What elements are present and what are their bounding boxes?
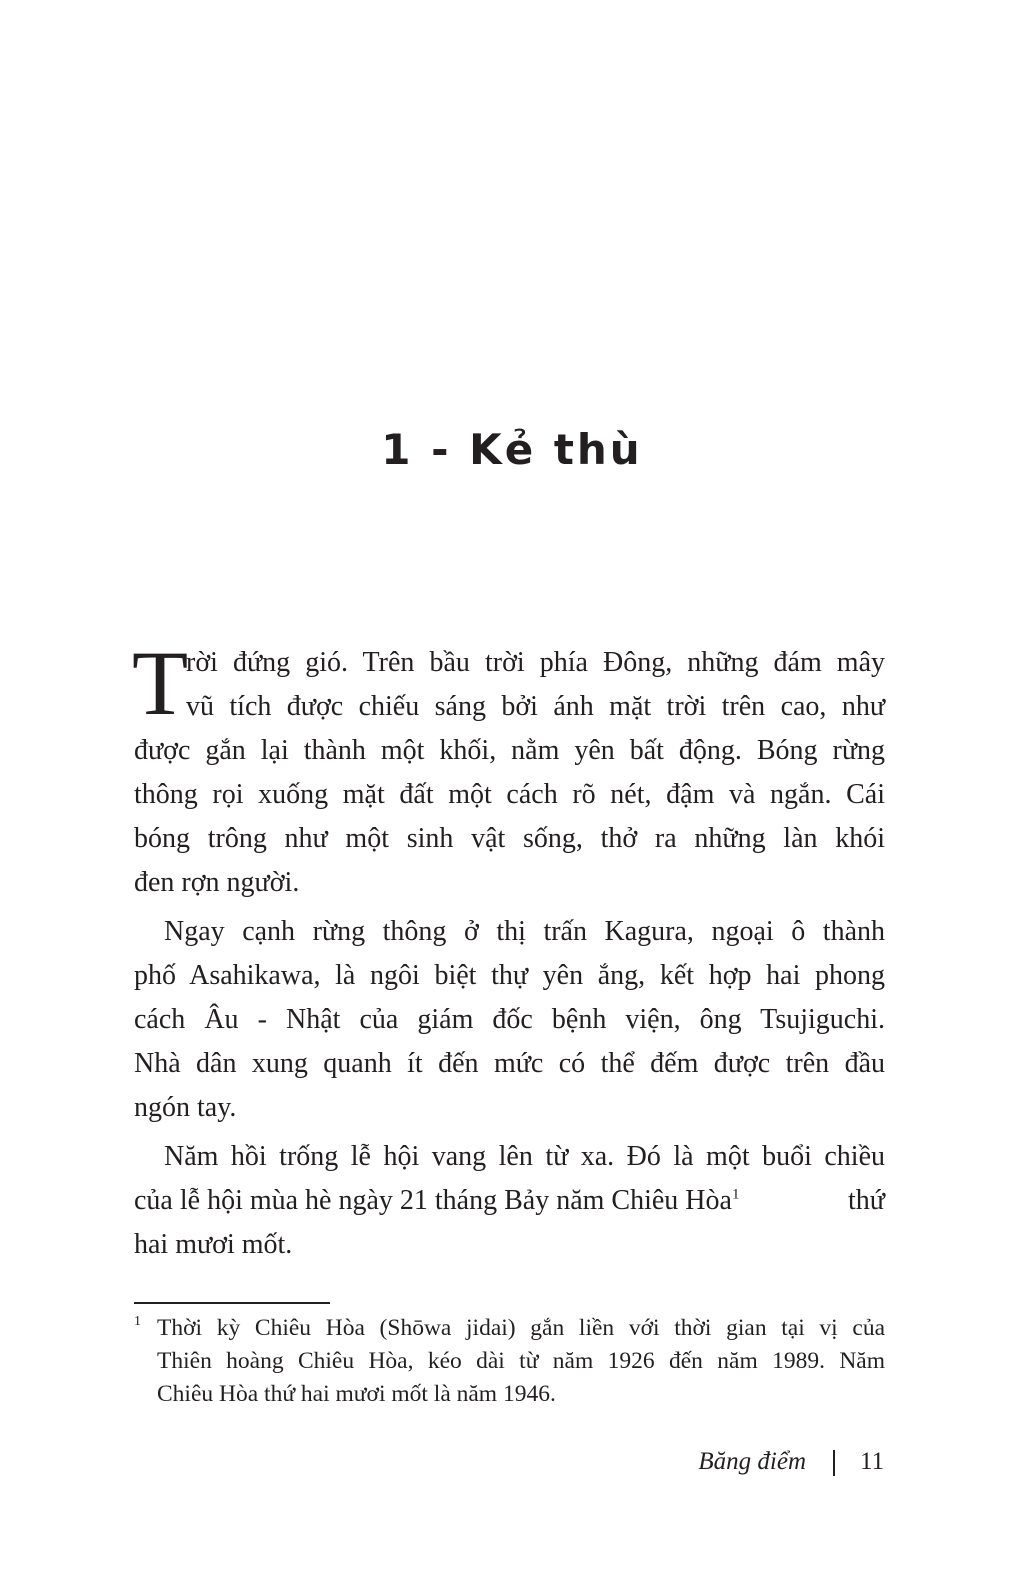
text-line bbox=[134, 1179, 885, 1223]
text-line: Năm hồi trống lễ hội vang lên từ xa. Đó là một buổi chiều bbox=[164, 1141, 885, 1172]
text-line: hai mươi mốt. bbox=[134, 1229, 293, 1260]
footnote-line: Thiên hoàng Chiêu Hòa, kéo dài từ năm 1926 đến năm 1989. Năm bbox=[157, 1348, 885, 1374]
text-line: vũ tích được chiếu sáng bởi ánh mặt trời trên cao, như bbox=[186, 691, 885, 722]
text-line: đen rợn người. bbox=[134, 867, 300, 898]
drop-cap: T bbox=[132, 632, 189, 734]
text-line: rời đứng gió. Trên bầu trời phía Đông, những đám mây bbox=[186, 647, 885, 678]
text-line: cách Âu - Nhật của giám đốc bệnh viện, ông Tsujiguchi. bbox=[134, 1004, 885, 1035]
footnote-line: Chiêu Hòa thứ hai mươi mốt là năm 1946. bbox=[157, 1381, 556, 1407]
text-segment: thứ bbox=[848, 1185, 885, 1216]
running-title: Băng điểm bbox=[698, 1448, 806, 1475]
text-line: thông rọi xuống mặt đất một cách rõ nét, đậm và ngắn. Cái bbox=[134, 779, 885, 810]
text-line: Nhà dân xung quanh ít đến mức có thể đếm được trên đầu bbox=[134, 1048, 885, 1079]
footnote-divider bbox=[134, 1302, 330, 1304]
text-line: phố Asahikawa, là ngôi biệt thự yên ắng, kết hợp hai phong bbox=[134, 960, 885, 991]
footnote-marker: 1 bbox=[134, 1314, 141, 1329]
text-line: bóng trông như một sinh vật sống, thở ra những làn khói bbox=[134, 823, 885, 854]
footnote-line: Thời kỳ Chiêu Hòa (Shōwa jidai) gắn liền với thời gian tại vị của bbox=[157, 1315, 885, 1341]
text-segment bbox=[134, 1179, 739, 1223]
text-line: Ngay cạnh rừng thông ở thị trấn Kagura, ngoại ô thành bbox=[164, 916, 885, 947]
page-number: 11 bbox=[860, 1448, 885, 1475]
chapter-title: 1 - Kẻ thù bbox=[381, 425, 643, 474]
text-segment: của lễ hội mùa hè ngày 21 tháng Bảy năm Chiêu Hòa bbox=[134, 1185, 732, 1216]
text-line: ngón tay. bbox=[134, 1092, 237, 1123]
text-line: được gắn lại thành một khối, nằm yên bất động. Bóng rừng bbox=[134, 735, 885, 766]
footnote-reference[interactable]: 1 bbox=[731, 1186, 740, 1203]
footer-separator bbox=[833, 1450, 835, 1476]
